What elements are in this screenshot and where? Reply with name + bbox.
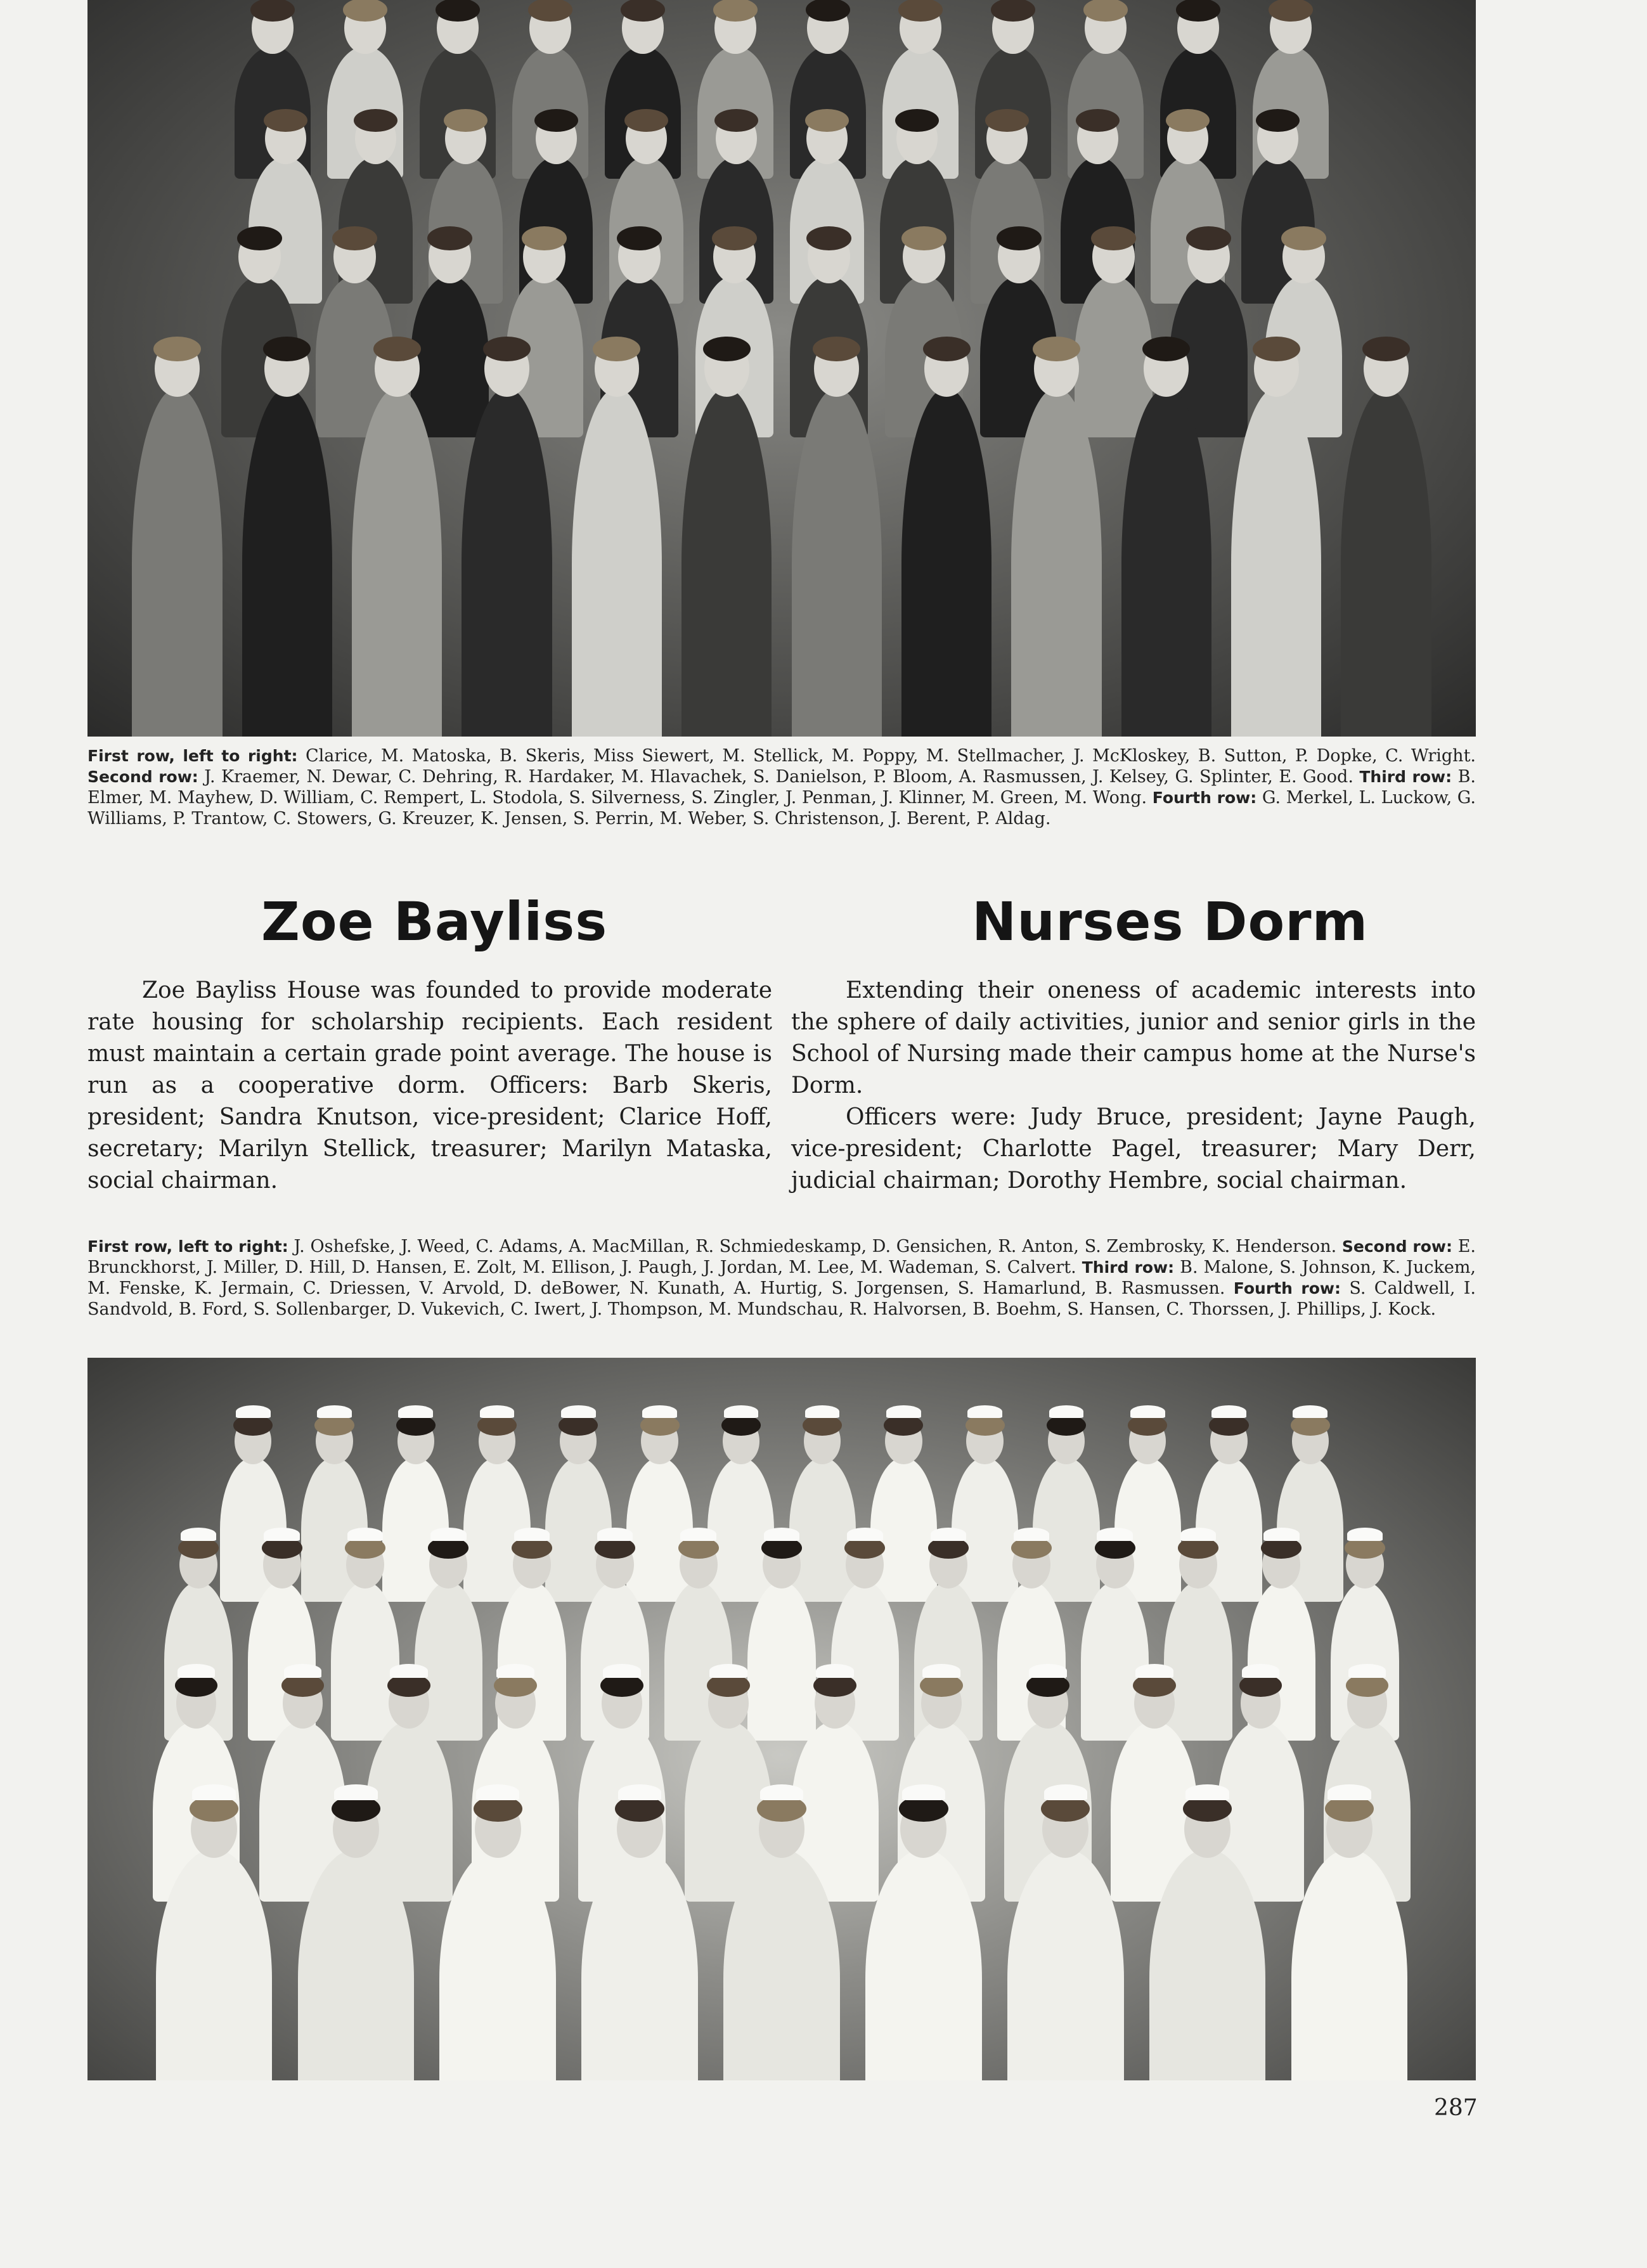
nurse-cap xyxy=(805,1405,840,1418)
person-hair xyxy=(534,109,578,132)
person-hair xyxy=(621,0,664,22)
person-hair xyxy=(1269,0,1312,22)
person-hair xyxy=(1176,0,1220,22)
nurse-cap xyxy=(724,1405,759,1418)
nurse-cap xyxy=(1044,1784,1087,1800)
caption-row-label: Fourth row: xyxy=(1152,789,1257,807)
nurse-cap xyxy=(284,1664,322,1678)
caption-row-label: Second row: xyxy=(1341,1237,1452,1256)
person-hair xyxy=(1033,337,1080,362)
nurse-cap xyxy=(398,1405,433,1418)
person-hair xyxy=(898,0,942,22)
person-hair xyxy=(1076,109,1120,132)
nurse-cap xyxy=(430,1528,466,1541)
nurses-dorm-group-photo xyxy=(87,1358,1476,2080)
caption-row-names: Clarice, M. Matoska, B. Skeris, Miss Siewert, M. Stellick, M. Poppy, M. Stellmacher, J. McKloskey, B. Sutton, P. Dopke, C. Wright. xyxy=(297,746,1476,766)
person-hair xyxy=(997,226,1042,250)
page-number: 287 xyxy=(1434,2095,1478,2121)
nurses-dorm-description xyxy=(791,975,1476,1197)
nurse-cap xyxy=(514,1528,550,1541)
person-figure xyxy=(1121,388,1211,737)
nurse-cap xyxy=(902,1784,945,1800)
person-hair xyxy=(1281,226,1326,250)
person-figure xyxy=(462,388,552,737)
nurse-cap xyxy=(1347,1528,1383,1541)
caption-row-names: J. Kraemer, N. Dewar, C. Dehring, R. Hardaker, M. Hlavachek, S. Danielson, P. Bloom, A. Rasmussen, J. Kelsey, G. Splinter, E. Good. xyxy=(198,767,1360,787)
caption-row-label: Fourth row: xyxy=(1233,1279,1341,1298)
nurse-cap xyxy=(931,1528,966,1541)
person-hair xyxy=(806,0,849,22)
nurses-dorm-photo-caption xyxy=(87,1236,1476,1320)
person-figure xyxy=(792,388,882,737)
nurse-cap xyxy=(390,1664,428,1678)
person-hair xyxy=(1091,226,1136,250)
caption-row-names: B. Elmer, M. Mayhew, D. William, C. Rempert, L. Stodola, S. Silverness, S. Zingler, J. Penman, J. Klinner, M. Green, M. Wong. xyxy=(87,767,1476,808)
nurse-cap xyxy=(561,1405,596,1418)
person-figure xyxy=(901,388,991,737)
person-figure xyxy=(352,388,442,737)
caption-row-names: J. Oshefske, J. Weed, C. Adams, A. MacMillan, R. Schmiedeskamp, D. Gensichen, R. Anton, S. Zembrosky, K. Henderson. xyxy=(288,1237,1342,1256)
person-hair xyxy=(703,337,751,362)
caption-row-names: S. Caldwell, I. Sandvold, B. Ford, S. Sollenbarger, D. Vukevich, C. Iwert, J. Thompson, M. Mundschau, R. Halvorsen, B. Boehm, S. Hansen, C. Thorssen, J. Phillips, J. Kock. xyxy=(87,1279,1476,1319)
person-figure xyxy=(1075,276,1153,438)
person-hair xyxy=(153,337,201,362)
nurse-cap xyxy=(1029,1664,1067,1678)
nurse-cap xyxy=(760,1784,803,1800)
nurse-cap xyxy=(480,1405,515,1418)
person-hair xyxy=(806,226,851,250)
person-hair xyxy=(522,226,567,250)
nurse-cap xyxy=(236,1405,271,1418)
person-hair xyxy=(436,0,479,22)
nurse-cap xyxy=(1348,1664,1386,1678)
person-figure xyxy=(1231,388,1321,737)
nurse-cap xyxy=(1293,1405,1327,1418)
person-hair xyxy=(1166,109,1210,132)
nurse-cap xyxy=(764,1528,799,1541)
nurse-cap xyxy=(496,1664,534,1678)
nurse-cap xyxy=(347,1528,383,1541)
person-figure xyxy=(1164,1582,1232,1741)
person-figure xyxy=(747,1582,816,1741)
nurse-cap xyxy=(1130,1405,1165,1418)
paragraph: Zoe Bayliss House was founded to provide moderate rate housing for scholarship recipients. Each resident must maintain a certain grade point average. The house is run as a cooperative dorm. Officers: Barb Skeris, president; Sandra Knutson, vice-president; Clarice Hoff, secretary; Marilyn Stellick, treasurer; Marilyn Mataska, social chairman. xyxy=(87,977,772,1194)
paragraph: Extending their oneness of academic interests into the sphere of daily activities, junior and senior girls in the School of Nursing made their campus home at the Nurse's Dorm. xyxy=(791,977,1476,1099)
person-hair xyxy=(1186,226,1231,250)
person-figure xyxy=(132,388,222,737)
nurse-cap xyxy=(1185,1784,1229,1800)
nurse-cap xyxy=(181,1528,216,1541)
nurse-cap xyxy=(192,1784,235,1800)
person-figure xyxy=(1341,388,1431,737)
person-hair xyxy=(1362,337,1410,362)
nurse-cap xyxy=(476,1784,519,1800)
person-figure xyxy=(242,388,332,737)
person-figure xyxy=(581,1849,698,2080)
person-figure xyxy=(870,1457,937,1602)
nurse-cap xyxy=(1211,1405,1246,1418)
person-hair xyxy=(923,337,971,362)
person-figure xyxy=(411,276,489,438)
nurse-cap xyxy=(317,1405,352,1418)
nurse-cap xyxy=(709,1664,747,1678)
nurse-cap xyxy=(1327,1784,1371,1800)
person-hair xyxy=(1253,337,1300,362)
caption-row-label: Third row: xyxy=(1359,768,1452,786)
person-hair xyxy=(483,337,531,362)
person-figure xyxy=(572,388,662,737)
person-hair xyxy=(444,109,488,132)
person-hair xyxy=(427,226,472,250)
person-hair xyxy=(991,0,1035,22)
caption-row-names: G. Merkel, L. Luckow, G. Williams, P. Trantow, C. Stowers, G. Kreuzer, K. Jensen, S. Perrin, M. Weber, S. Christenson, J. Berent, P. Aldag. xyxy=(87,788,1476,828)
nurse-cap xyxy=(680,1528,716,1541)
person-figure xyxy=(789,1457,856,1602)
caption-row-label: First row, left to right: xyxy=(87,1237,288,1256)
person-figure xyxy=(707,1457,774,1602)
zoe-bayliss-group-photo xyxy=(87,0,1476,737)
nurse-cap xyxy=(967,1405,1002,1418)
person-hair xyxy=(617,226,662,250)
caption-row-label: First row, left to right: xyxy=(87,747,298,765)
person-hair xyxy=(343,0,387,22)
nurse-cap xyxy=(264,1528,299,1541)
person-hair xyxy=(901,226,946,250)
nurse-cap xyxy=(597,1528,633,1541)
nurse-cap xyxy=(1180,1528,1216,1541)
nurse-cap xyxy=(618,1784,661,1800)
nurse-cap xyxy=(886,1405,921,1418)
zoe-bayliss-title: Zoe Bayliss xyxy=(261,891,608,953)
nurse-cap xyxy=(922,1664,960,1678)
person-figure xyxy=(331,1582,399,1741)
person-figure xyxy=(1011,388,1101,737)
person-hair xyxy=(237,226,282,250)
person-hair xyxy=(713,0,757,22)
nurse-cap xyxy=(1049,1405,1084,1418)
nurse-cap xyxy=(816,1664,854,1678)
person-hair xyxy=(250,0,294,22)
paragraph: Officers were: Judy Bruce, president; Jayne Paugh, vice-president; Charlotte Pagel, treasurer; Mary Derr, judicial chairman; Dorothy Hembre, social chairman. xyxy=(791,1104,1476,1194)
person-hair xyxy=(895,109,939,132)
caption-row-names: B. Malone, S. Johnson, K. Juckem, M. Fenske, K. Jermain, C. Driessen, V. Arvold, D. deBower, N. Kunath, A. Hurtig, S. Jorgensen, S. Hamarlund, B. Rasmussen. xyxy=(87,1258,1476,1298)
person-hair xyxy=(712,226,757,250)
person-hair xyxy=(373,337,421,362)
person-hair xyxy=(624,109,668,132)
person-hair xyxy=(354,109,397,132)
nurse-cap xyxy=(1263,1528,1299,1541)
nurses-dorm-title: Nurses Dorm xyxy=(972,891,1369,953)
nurse-cap xyxy=(1097,1528,1132,1541)
caption-row-label: Second row: xyxy=(87,768,198,786)
zoe-bayliss-photo-caption xyxy=(87,745,1476,829)
person-hair xyxy=(528,0,572,22)
nurse-cap xyxy=(642,1405,677,1418)
nurse-cap xyxy=(334,1784,377,1800)
nurse-cap xyxy=(178,1664,216,1678)
nurse-cap xyxy=(1014,1528,1049,1541)
person-hair xyxy=(264,109,307,132)
zoe-bayliss-description xyxy=(87,975,772,1197)
nurse-cap xyxy=(1242,1664,1280,1678)
nurse-cap xyxy=(847,1528,882,1541)
person-hair xyxy=(805,109,849,132)
caption-row-names: E. Brunckhorst, J. Miller, D. Hill, D. Hansen, E. Zolt, M. Ellison, J. Paugh, J. Jordan, M. Lee, M. Wademan, S. Calvert. xyxy=(87,1237,1476,1277)
nurse-cap xyxy=(1135,1664,1173,1678)
person-hair xyxy=(1083,0,1127,22)
person-hair xyxy=(332,226,377,250)
person-figure xyxy=(681,388,772,737)
caption-row-label: Third row: xyxy=(1082,1258,1175,1277)
nurse-cap xyxy=(603,1664,641,1678)
